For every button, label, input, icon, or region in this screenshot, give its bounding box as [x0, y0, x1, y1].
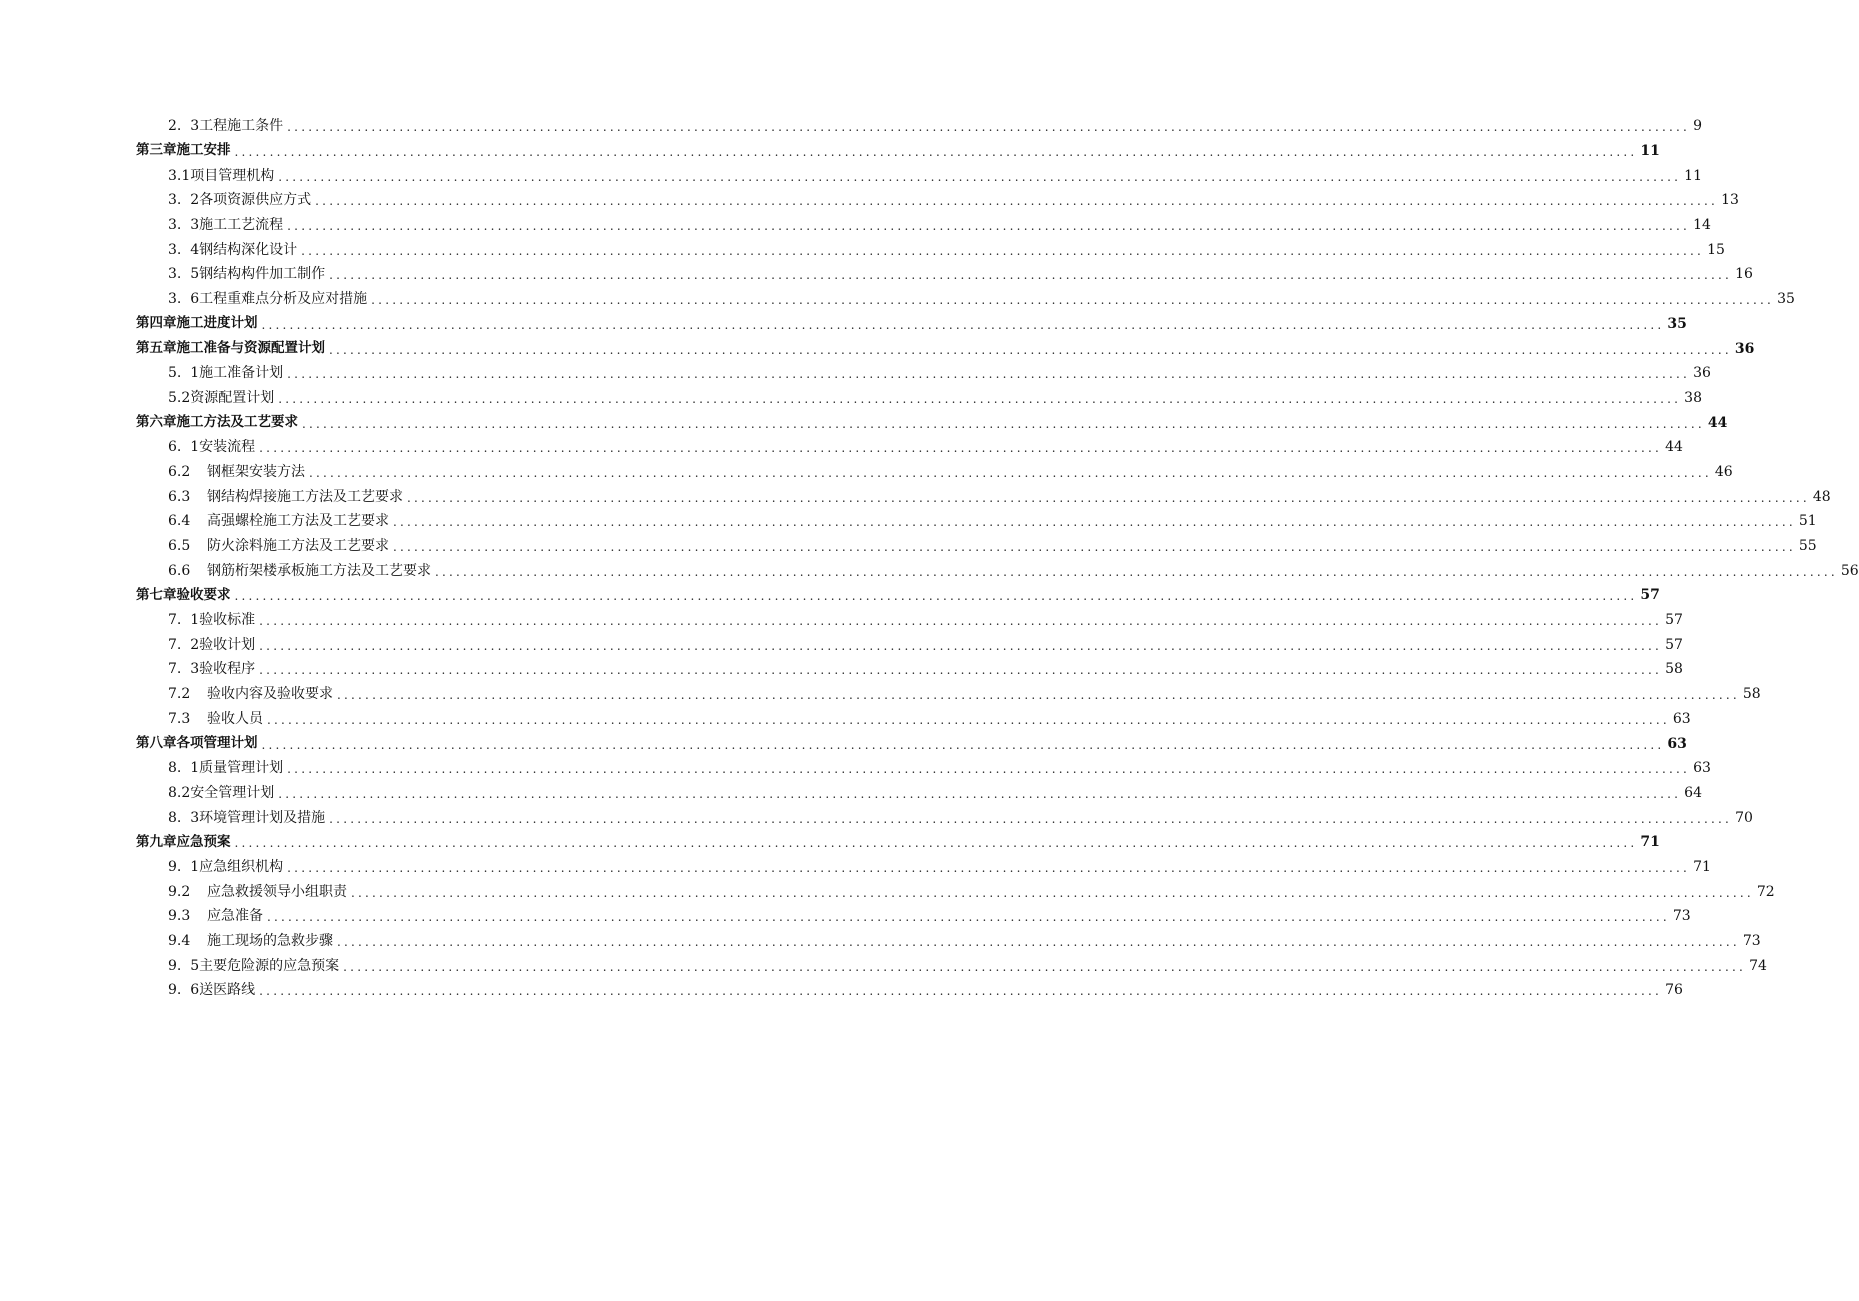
- toc-chapter-entry[interactable]: [136, 731, 1687, 756]
- toc-page-number: 63: [1690, 761, 1711, 775]
- toc-chapter-entry[interactable]: [136, 312, 1687, 337]
- toc-entry-label: [136, 144, 235, 158]
- toc-dot-leader: ........................................................................................................................................................................................................: [278, 391, 1682, 406]
- toc-entry-title: 防火涂料施工方法及工艺要求: [207, 538, 389, 555]
- toc-page-number: 16: [1732, 267, 1753, 281]
- toc-dot-leader: ........................................................................................................................................................................................................: [329, 342, 1732, 357]
- toc-entry-number: 9.3: [168, 908, 191, 925]
- toc-page-number: 35: [1664, 317, 1686, 331]
- toc-section-entry[interactable]: [168, 509, 1817, 534]
- toc-entry-label: [168, 687, 337, 701]
- toc-entry-label: [168, 218, 287, 232]
- toc-entry-title: 安全管理计划: [190, 784, 275, 801]
- toc-section-entry[interactable]: [168, 756, 1711, 781]
- toc-chapter-entry[interactable]: [136, 139, 1660, 164]
- toc-page-number: 46: [1712, 465, 1733, 479]
- toc-section-entry[interactable]: [168, 855, 1711, 880]
- toc-dot-leader: ........................................................................................................................................................................................................: [261, 737, 1665, 752]
- toc-section-entry[interactable]: [168, 460, 1733, 485]
- toc-dot-leader: ........................................................................................................................................................................................................: [259, 638, 1663, 653]
- toc-page-number: 13: [1718, 193, 1739, 207]
- toc-entry-title: 钢结构焊接施工方法及工艺要求: [207, 488, 403, 505]
- toc-page-number: 48: [1810, 490, 1831, 504]
- toc-page-number: 71: [1637, 835, 1659, 849]
- toc-entry-title: 安装流程: [199, 439, 256, 456]
- toc-page-number: 51: [1796, 514, 1817, 528]
- toc-entry-label: [168, 169, 278, 183]
- toc-entry-label: [136, 413, 302, 430]
- toc-page-number: 11: [1637, 144, 1659, 158]
- toc-entry-label: [168, 638, 259, 652]
- toc-page-number: 36: [1690, 366, 1711, 380]
- toc-page-number: 15: [1704, 243, 1725, 257]
- toc-dot-leader: ........................................................................................................................................................................................................: [267, 910, 1670, 925]
- toc-entry-label: [168, 613, 259, 627]
- toc-entry-title: 验收标准: [199, 612, 256, 629]
- toc-entry-label: [168, 712, 267, 726]
- toc-dot-leader: ........................................................................................................................................................................................................: [261, 317, 1665, 332]
- toc-entry-title: 工程重难点分析及应对措施: [199, 291, 368, 308]
- toc-page-number: 71: [1690, 860, 1711, 874]
- toc-entry-number: 7. 3: [168, 661, 200, 678]
- toc-section-entry[interactable]: [168, 361, 1711, 386]
- toc-dot-leader: ........................................................................................................................................................................................................: [287, 219, 1691, 234]
- table-of-contents: [0, 114, 1859, 1003]
- toc-dot-leader: ........................................................................................................................................................................................................: [337, 688, 1740, 703]
- toc-entry-title: 环境管理计划及措施: [199, 809, 326, 826]
- toc-page-number: 14: [1690, 218, 1711, 232]
- toc-chapter-entry[interactable]: [136, 830, 1660, 855]
- toc-page-number: 58: [1740, 687, 1761, 701]
- toc-page-number: 56: [1838, 564, 1859, 578]
- toc-entry-number: 9.4: [168, 933, 191, 950]
- toc-entry-title: 施工工艺流程: [199, 217, 284, 234]
- toc-dot-leader: ........................................................................................................................................................................................................: [234, 836, 1638, 851]
- toc-dot-leader: ........................................................................................................................................................................................................: [278, 169, 1682, 184]
- toc-dot-leader: ........................................................................................................................................................................................................: [393, 540, 1796, 555]
- toc-entry-label: [168, 193, 315, 207]
- toc-entry-title: 质量管理计划: [199, 760, 284, 777]
- toc-dot-leader: ........................................................................................................................................................................................................: [259, 984, 1663, 999]
- toc-section-entry[interactable]: [168, 682, 1761, 707]
- toc-entry-number: 9. 5: [168, 957, 200, 974]
- toc-entry-number: 9. 6: [168, 982, 200, 999]
- toc-dot-leader: ........................................................................................................................................................................................................: [337, 935, 1740, 950]
- toc-entry-number: 7.3: [168, 710, 191, 727]
- toc-page-number: 44: [1705, 416, 1727, 430]
- toc-dot-leader: ........................................................................................................................................................................................................: [287, 762, 1691, 777]
- toc-entry-number: 3. 5: [168, 266, 200, 283]
- toc-entry-label: [168, 292, 371, 306]
- toc-entry-label: [168, 514, 393, 528]
- toc-page-number: 72: [1754, 885, 1775, 899]
- toc-entry-number: 6.3: [168, 488, 191, 505]
- toc-dot-leader: ........................................................................................................................................................................................................: [287, 367, 1691, 382]
- toc-page-number: 63: [1670, 712, 1691, 726]
- toc-entry-label: [168, 564, 435, 578]
- toc-dot-leader: ........................................................................................................................................................................................................: [302, 416, 1705, 431]
- toc-entry-title: 高强螺栓施工方法及工艺要求: [207, 513, 389, 530]
- toc-entry-label: [168, 440, 259, 454]
- toc-dot-leader: ........................................................................................................................................................................................................: [287, 860, 1691, 875]
- toc-section-entry[interactable]: [168, 707, 1691, 732]
- toc-entry-label: [168, 811, 329, 825]
- toc-entry-title: 第九章应急预案: [136, 833, 231, 850]
- toc-section-entry[interactable]: [168, 213, 1711, 238]
- toc-entry-number: 8.2: [168, 784, 191, 801]
- toc-entry-label: [136, 317, 262, 331]
- toc-section-entry[interactable]: [168, 484, 1831, 509]
- toc-page-number: 58: [1662, 662, 1683, 676]
- toc-section-entry[interactable]: [168, 632, 1683, 657]
- toc-entry-title: 第六章施工方法及工艺要求: [136, 413, 298, 430]
- toc-dot-leader: ........................................................................................................................................................................................................: [329, 811, 1733, 826]
- toc-entry-label: [168, 119, 287, 133]
- toc-dot-leader: ........................................................................................................................................................................................................: [278, 786, 1682, 801]
- toc-entry-title: 钢筋桁架楼承板施工方法及工艺要求: [207, 562, 431, 579]
- toc-entry-title: 第四章施工进度计划: [136, 315, 258, 332]
- toc-page-number: 73: [1740, 934, 1761, 948]
- toc-entry-number: 6.5: [168, 538, 191, 555]
- toc-entry-label: [168, 267, 329, 281]
- toc-entry-label: [168, 366, 287, 380]
- toc-entry-label: [136, 734, 262, 751]
- toc-entry-label: [168, 391, 278, 405]
- toc-page-number: 55: [1796, 539, 1817, 553]
- toc-page-number: 74: [1746, 959, 1767, 973]
- toc-section-entry[interactable]: [168, 163, 1702, 188]
- toc-dot-leader: ........................................................................................................................................................................................................: [259, 441, 1663, 456]
- toc-entry-title: 各项资源供应方式: [199, 192, 312, 209]
- toc-dot-leader: ........................................................................................................................................................................................................: [259, 663, 1663, 678]
- toc-section-entry[interactable]: [168, 534, 1817, 559]
- toc-entry-title: 应急组织机构: [199, 858, 284, 875]
- toc-page-number: 57: [1662, 613, 1683, 627]
- toc-dot-leader: ........................................................................................................................................................................................................: [407, 490, 1810, 505]
- toc-entry-number: 7. 2: [168, 636, 200, 653]
- toc-entry-title: 验收内容及验收要求: [207, 686, 333, 703]
- toc-section-entry[interactable]: [168, 953, 1767, 978]
- toc-entry-label: [168, 465, 309, 479]
- toc-page-number: 76: [1662, 983, 1683, 997]
- toc-entry-number: 9.2: [168, 883, 191, 900]
- toc-dot-leader: ........................................................................................................................................................................................................: [267, 712, 1670, 727]
- toc-section-entry[interactable]: [168, 879, 1775, 904]
- toc-entry-label: [168, 761, 287, 775]
- toc-page-number: 73: [1670, 909, 1691, 923]
- toc-dot-leader: ........................................................................................................................................................................................................: [393, 515, 1796, 530]
- toc-entry-number: 2. 3: [168, 118, 200, 135]
- toc-section-entry[interactable]: [168, 781, 1702, 806]
- toc-entry-title: 送医路线: [199, 982, 256, 999]
- toc-section-entry[interactable]: [168, 978, 1683, 1003]
- toc-entry-title: 主要危险源的应急预案: [199, 957, 340, 974]
- toc-section-entry[interactable]: [168, 386, 1702, 411]
- toc-entry-title: 验收程序: [199, 661, 256, 678]
- toc-page-number: 9: [1690, 119, 1702, 133]
- toc-entry-title: 验收计划: [199, 636, 256, 653]
- toc-page-number: 70: [1732, 811, 1753, 825]
- toc-dot-leader: ........................................................................................................................................................................................................: [234, 589, 1638, 604]
- toc-entry-number: 9. 1: [168, 858, 200, 875]
- toc-section-entry[interactable]: [168, 114, 1702, 139]
- toc-entry-label: [168, 786, 278, 800]
- toc-dot-leader: ........................................................................................................................................................................................................: [259, 614, 1663, 629]
- toc-entry-label: [168, 243, 301, 257]
- toc-section-entry[interactable]: [168, 657, 1683, 682]
- toc-entry-title: 第八章各项管理计划: [136, 734, 258, 751]
- toc-entry-number: 6.2: [168, 463, 191, 480]
- toc-dot-leader: ........................................................................................................................................................................................................: [351, 885, 1754, 900]
- toc-page-number: 36: [1732, 342, 1754, 356]
- toc-section-entry[interactable]: [168, 608, 1683, 633]
- toc-dot-leader: ........................................................................................................................................................................................................: [309, 465, 1712, 480]
- toc-entry-label: [168, 539, 393, 553]
- toc-dot-leader: ........................................................................................................................................................................................................: [301, 243, 1705, 258]
- toc-chapter-entry[interactable]: [136, 410, 1728, 435]
- toc-section-entry[interactable]: [168, 558, 1859, 583]
- toc-chapter-entry[interactable]: [136, 583, 1660, 608]
- toc-entry-title: 应急救援领导小组职责: [207, 883, 347, 900]
- toc-entry-label: [168, 490, 407, 504]
- toc-entry-number: 6. 1: [168, 439, 200, 456]
- toc-entry-title: 资源配置计划: [190, 389, 275, 406]
- toc-entry-title: 应急准备: [207, 908, 263, 925]
- toc-entry-title: 施工准备计划: [199, 365, 284, 382]
- toc-entry-number: 3. 2: [168, 192, 200, 209]
- toc-entry-number: 7. 1: [168, 612, 200, 629]
- toc-section-entry[interactable]: [168, 237, 1725, 262]
- toc-entry-label: [168, 860, 287, 874]
- toc-entry-number: 3. 6: [168, 291, 200, 308]
- toc-entry-number: 8. 3: [168, 809, 200, 826]
- toc-entry-number: 5.2: [168, 389, 191, 406]
- toc-dot-leader: ........................................................................................................................................................................................................: [343, 959, 1747, 974]
- toc-entry-title: 第三章施工安排: [136, 142, 231, 159]
- toc-entry-number: 5. 1: [168, 365, 200, 382]
- toc-chapter-entry[interactable]: [136, 336, 1755, 361]
- toc-entry-title: 项目管理机构: [190, 167, 275, 184]
- toc-entry-label: [168, 885, 351, 899]
- toc-entry-number: 8. 1: [168, 760, 200, 777]
- toc-entry-number: 3.1: [168, 167, 191, 184]
- toc-entry-number: 6.4: [168, 513, 191, 530]
- toc-entry-label: [168, 983, 259, 997]
- toc-entry-number: 6.6: [168, 562, 191, 579]
- toc-section-entry[interactable]: [168, 287, 1795, 312]
- toc-entry-title: 钢框架安装方法: [207, 463, 305, 480]
- toc-dot-leader: ........................................................................................................................................................................................................: [435, 564, 1838, 579]
- toc-page-number: 63: [1664, 737, 1686, 751]
- toc-page-number: 57: [1637, 588, 1659, 602]
- toc-dot-leader: ........................................................................................................................................................................................................: [371, 293, 1775, 308]
- toc-entry-title: 钢结构深化设计: [199, 241, 298, 258]
- toc-entry-title: 验收人员: [207, 710, 263, 727]
- toc-entry-number: 3. 4: [168, 241, 200, 258]
- toc-page-number: 44: [1662, 440, 1683, 454]
- toc-dot-leader: ........................................................................................................................................................................................................: [329, 268, 1733, 283]
- toc-page-number: 64: [1681, 786, 1702, 800]
- toc-dot-leader: ........................................................................................................................................................................................................: [234, 145, 1638, 160]
- toc-entry-label: [168, 959, 343, 973]
- toc-entry-title: 第七章验收要求: [136, 586, 231, 603]
- toc-entry-title: 钢结构构件加工制作: [199, 266, 326, 283]
- toc-page-number: 35: [1774, 292, 1795, 306]
- toc-dot-leader: ........................................................................................................................................................................................................: [287, 120, 1691, 135]
- toc-dot-leader: ........................................................................................................................................................................................................: [315, 194, 1719, 209]
- toc-section-entry[interactable]: [168, 188, 1739, 213]
- toc-page-number: 38: [1681, 391, 1702, 405]
- toc-entry-label: [168, 662, 259, 676]
- toc-section-entry[interactable]: [168, 904, 1691, 929]
- toc-entry-number: 7.2: [168, 686, 191, 703]
- toc-entry-title: 第五章施工准备与资源配置计划: [136, 339, 325, 356]
- toc-section-entry[interactable]: [168, 435, 1683, 460]
- toc-section-entry[interactable]: [168, 262, 1753, 287]
- toc-entry-title: 施工现场的急救步骤: [207, 933, 333, 950]
- toc-entry-label: [168, 909, 267, 923]
- toc-entry-number: 3. 3: [168, 217, 200, 234]
- toc-entry-label: [168, 934, 337, 948]
- toc-section-entry[interactable]: [168, 929, 1761, 954]
- toc-entry-label: [136, 833, 235, 850]
- toc-entry-title: 工程施工条件: [199, 118, 284, 135]
- toc-entry-label: [136, 586, 235, 603]
- toc-entry-label: [136, 339, 329, 356]
- toc-page-number: 11: [1681, 169, 1702, 183]
- toc-page-number: 57: [1662, 638, 1683, 652]
- toc-section-entry[interactable]: [168, 805, 1753, 830]
